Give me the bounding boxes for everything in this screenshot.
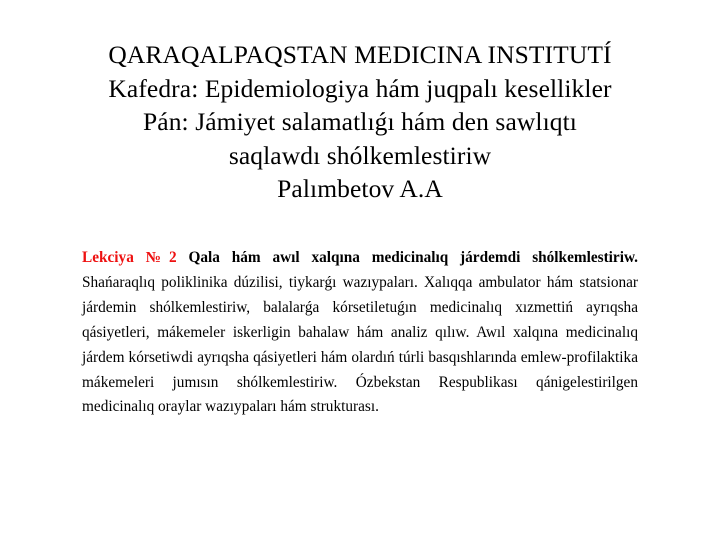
slide-title-block [32,38,688,206]
title-line-institute: QARAQALPAQSTAN MEDICINA INSTITUTÍ [108,40,612,69]
slide-body-block [82,246,638,420]
lecture-number-label: Lekciya №2 [82,249,177,266]
lecture-body-text: Shańaraqlıq poliklinika dúzilisi, tiykarǵı wazıypaları. Xalıqqa ambulator hám statsionar járdemin shólkemlestiriw, balalarǵa kórsetiletuǵın medicinalıq xızmettiń ayrıqsha qásiyetleri, mákemeler iskerligin bahalaw hám analiz qılıw. Awıl xalqına medicinalıq járdem kórsetiwdi ayrıqsha qásiyetleri hám olardıń túrli basqıshlarında emlew-profilaktika mákemeleri jumısın shólkemlestiriw. Ózbekstan Respublikası qánigelestirilgen medicinalıq oraylar wazıypaları hám strukturası. [82,273,638,416]
lecture-topic-bold: Qala hám awıl xalqına medicinalıq járdemdi shólkemlestiriw. [176,249,639,266]
lecture-paragraph [82,246,638,420]
title-line-subject: Pán: Jámiyet salamatlıǵı hám den sawlıqtı [143,107,577,136]
title-line-department: Kafedra: Epidemiologiya hám juqpalı kesellikler [108,73,612,103]
title-line-subject-cont: saqlawdı shólkemlestiriw [228,140,492,170]
title-line-author: Palımbetov A.A [277,174,443,203]
